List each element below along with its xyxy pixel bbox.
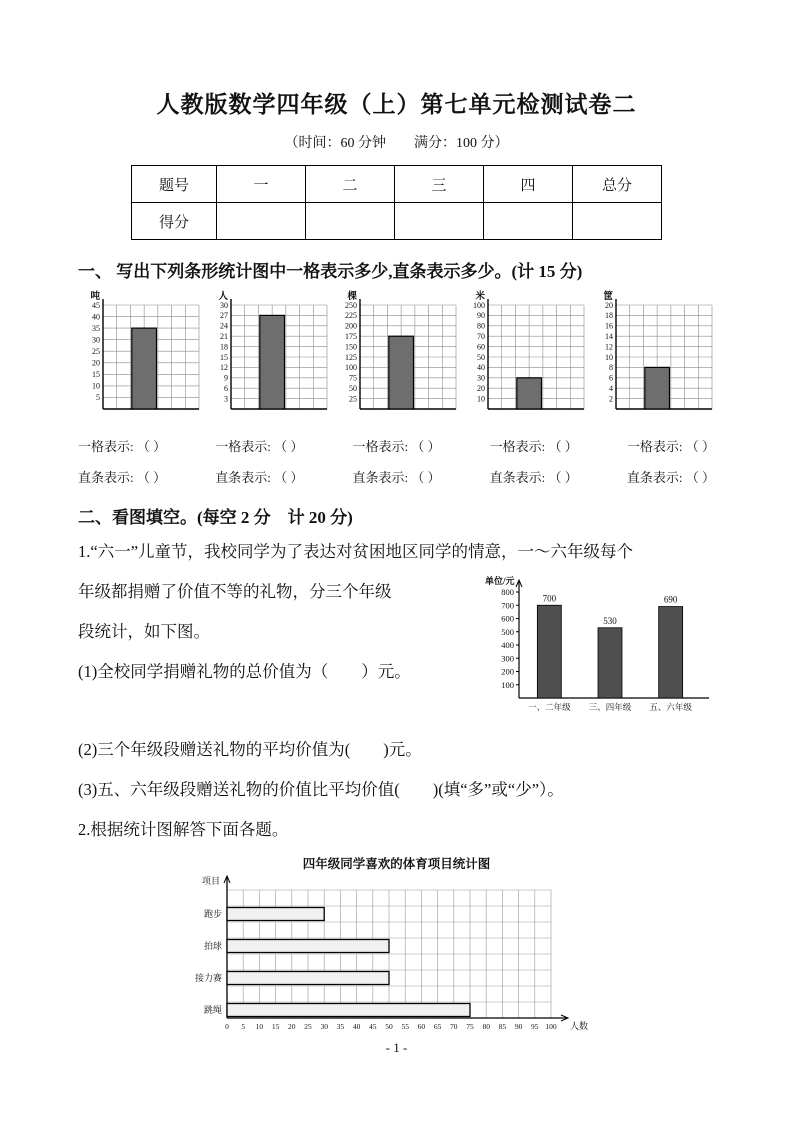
svg-text:40: 40 xyxy=(476,363,485,373)
section1-heading: 一、 写出下列条形统计图中一格表示多少,直条表示多少。(计 15 分) xyxy=(78,262,583,281)
donation-bar-chart xyxy=(483,574,715,730)
bar-chart-people xyxy=(206,290,330,424)
svg-text:五、六年级: 五、六年级 xyxy=(649,702,692,712)
bar-answer-5: 直条表示: （ ） xyxy=(626,470,715,485)
svg-text:9: 9 xyxy=(224,373,229,383)
svg-text:8: 8 xyxy=(609,363,613,373)
score-table xyxy=(131,165,662,240)
svg-text:人: 人 xyxy=(218,292,229,302)
score-cell-4 xyxy=(484,203,573,240)
svg-text:90: 90 xyxy=(514,1022,522,1031)
svg-text:60: 60 xyxy=(476,342,485,352)
question-2-heading: 2.根据统计图解答下面各题。 xyxy=(78,820,289,839)
q1-subquestion-2: (2)三个年级段赠送礼物的平均价值为( )元。 xyxy=(78,740,422,759)
svg-text:800: 800 xyxy=(501,587,514,597)
q1-subquestion-1: (1)全校同学捐赠礼物的总价值为（ ）元。 xyxy=(78,662,411,681)
score-cell-3 xyxy=(395,203,484,240)
q1-line-1: 1.“六一”儿童节，我校同学为了表达对贫困地区同学的情意，一～六年级每个 xyxy=(78,542,634,561)
svg-text:15: 15 xyxy=(92,370,100,380)
svg-text:跑步: 跑步 xyxy=(203,909,222,919)
svg-text:10: 10 xyxy=(255,1022,263,1031)
score-cell-2 xyxy=(306,203,395,240)
svg-text:30: 30 xyxy=(319,1022,328,1031)
svg-text:90: 90 xyxy=(476,311,485,321)
svg-text:三、四年级: 三、四年级 xyxy=(588,702,632,712)
svg-text:85: 85 xyxy=(498,1022,506,1031)
one-cell-answer-1: 一格表示: （ ） xyxy=(78,439,167,454)
one-cell-answer-3: 一格表示: （ ） xyxy=(352,439,441,454)
svg-text:3: 3 xyxy=(224,394,229,404)
svg-text:15: 15 xyxy=(220,352,229,362)
question-1 xyxy=(78,532,715,810)
svg-text:175: 175 xyxy=(344,332,357,341)
svg-text:12: 12 xyxy=(220,363,229,373)
bar-chart-trees xyxy=(335,290,459,424)
svg-text:300: 300 xyxy=(501,653,514,664)
svg-text:600: 600 xyxy=(501,613,514,624)
svg-text:20: 20 xyxy=(605,300,613,310)
score-table-col-3: 三 xyxy=(395,166,484,203)
svg-text:5: 5 xyxy=(96,393,100,403)
score-table-col-total: 总分 xyxy=(573,166,662,203)
svg-text:30: 30 xyxy=(476,373,485,383)
svg-text:单位/元: 单位/元 xyxy=(485,576,515,586)
bar-answer-1: 直条表示: （ ） xyxy=(78,470,167,485)
svg-text:35: 35 xyxy=(92,323,100,333)
svg-text:20: 20 xyxy=(92,358,100,368)
svg-text:80: 80 xyxy=(476,321,485,331)
svg-text:50: 50 xyxy=(348,384,357,393)
one-cell-answer-row xyxy=(78,436,715,455)
svg-text:125: 125 xyxy=(344,352,357,362)
page-subtitle: （时间：60 分钟 满分：100 分） xyxy=(284,136,509,151)
svg-text:筐: 筐 xyxy=(603,292,613,302)
svg-text:10: 10 xyxy=(605,352,613,362)
score-table-label-score: 得分 xyxy=(132,203,217,240)
one-cell-answer-2: 一格表示: （ ） xyxy=(215,439,304,454)
svg-text:跳绳: 跳绳 xyxy=(203,1005,222,1015)
svg-text:接力赛: 接力赛 xyxy=(194,973,222,983)
svg-text:100: 100 xyxy=(544,1022,557,1031)
svg-text:25: 25 xyxy=(303,1022,312,1031)
svg-text:人数: 人数 xyxy=(569,1021,588,1031)
svg-text:40: 40 xyxy=(92,312,100,322)
score-table-col-4: 四 xyxy=(484,166,573,203)
svg-text:75: 75 xyxy=(348,373,357,383)
svg-text:6: 6 xyxy=(609,373,613,383)
svg-text:项目: 项目 xyxy=(201,876,220,886)
q1-subquestion-3: (3)五、六年级段赠送礼物的价值比平均价值( )(填“多”或“少”）。 xyxy=(78,780,564,799)
score-table-col-1: 一 xyxy=(217,166,306,203)
score-table-col-2: 二 xyxy=(306,166,395,203)
svg-text:100: 100 xyxy=(472,300,485,310)
svg-text:60: 60 xyxy=(417,1022,425,1031)
q1-line-3: 段统计，如下图。 xyxy=(78,622,210,641)
svg-text:700: 700 xyxy=(542,593,557,604)
svg-text:95: 95 xyxy=(530,1022,539,1031)
svg-text:530: 530 xyxy=(603,615,617,626)
score-cell-1 xyxy=(217,203,306,240)
svg-text:30: 30 xyxy=(92,335,100,345)
svg-text:700: 700 xyxy=(501,600,514,611)
sports-horizontal-bar-chart xyxy=(179,872,615,1047)
svg-text:18: 18 xyxy=(220,342,229,352)
page-number: - 1 - xyxy=(385,1040,408,1055)
svg-text:2: 2 xyxy=(609,394,613,404)
svg-text:200: 200 xyxy=(501,666,514,677)
svg-text:200: 200 xyxy=(344,321,357,331)
svg-text:15: 15 xyxy=(271,1022,279,1031)
score-cell-total xyxy=(573,203,662,240)
svg-text:45: 45 xyxy=(368,1022,377,1031)
svg-text:55: 55 xyxy=(400,1022,409,1031)
q1-text-and-chart xyxy=(78,572,715,730)
svg-text:10: 10 xyxy=(92,381,100,391)
score-table-score-row xyxy=(132,203,662,240)
svg-text:0: 0 xyxy=(224,1022,229,1031)
svg-text:40: 40 xyxy=(352,1022,360,1031)
one-cell-answer-4: 一格表示: （ ） xyxy=(489,439,578,454)
bar-chart-tons xyxy=(78,290,202,424)
score-table-header-row xyxy=(132,166,662,203)
svg-text:4: 4 xyxy=(609,384,613,393)
section2-heading: 二、看图填空。(每空 2 分 计 20 分) xyxy=(78,508,353,527)
svg-text:5: 5 xyxy=(240,1022,245,1031)
svg-text:吨: 吨 xyxy=(90,292,100,302)
bar-answer-row xyxy=(78,467,715,486)
svg-text:20: 20 xyxy=(476,384,485,393)
svg-text:16: 16 xyxy=(605,321,613,331)
svg-text:500: 500 xyxy=(501,626,514,637)
one-cell-answer-5: 一格表示: （ ） xyxy=(626,439,715,454)
svg-text:225: 225 xyxy=(344,311,357,321)
svg-text:米: 米 xyxy=(475,292,485,302)
svg-text:45: 45 xyxy=(92,300,100,310)
page-title: 人教版数学四年级（上）第七单元检测试卷二 xyxy=(156,92,637,117)
svg-text:70: 70 xyxy=(476,332,485,341)
svg-text:150: 150 xyxy=(344,342,357,352)
svg-text:100: 100 xyxy=(344,363,357,373)
svg-text:21: 21 xyxy=(220,332,229,341)
svg-text:10: 10 xyxy=(476,394,485,404)
svg-text:拍球: 拍球 xyxy=(203,941,222,951)
svg-text:25: 25 xyxy=(348,394,357,404)
bar-chart-meters xyxy=(463,290,587,424)
svg-text:35: 35 xyxy=(336,1022,344,1031)
svg-text:14: 14 xyxy=(605,332,613,341)
svg-text:6: 6 xyxy=(224,384,229,393)
svg-text:25: 25 xyxy=(92,347,100,357)
q2-chart-title: 四年级同学喜欢的体育项目统计图 xyxy=(302,857,491,871)
svg-text:400: 400 xyxy=(501,640,514,650)
svg-text:18: 18 xyxy=(605,311,613,321)
score-table-label-question: 题号 xyxy=(132,166,217,203)
q1-line-2: 年级都捐赠了价值不等的礼物，分三个年级 xyxy=(78,582,392,601)
svg-text:50: 50 xyxy=(476,352,485,362)
svg-text:80: 80 xyxy=(481,1022,490,1031)
svg-text:20: 20 xyxy=(287,1022,296,1031)
mini-charts-row xyxy=(78,290,715,424)
svg-text:250: 250 xyxy=(344,300,357,310)
svg-text:70: 70 xyxy=(449,1022,458,1031)
bar-answer-4: 直条表示: （ ） xyxy=(489,470,578,485)
q1-text-column xyxy=(78,572,483,692)
svg-text:27: 27 xyxy=(220,311,229,321)
svg-text:30: 30 xyxy=(220,300,229,310)
svg-text:65: 65 xyxy=(433,1022,441,1031)
bar-answer-2: 直条表示: （ ） xyxy=(215,470,304,485)
bar-answer-3: 直条表示: （ ） xyxy=(352,470,441,485)
bar-chart-baskets xyxy=(591,290,715,424)
svg-text:100: 100 xyxy=(501,679,514,690)
svg-text:一、二年级: 一、二年级 xyxy=(528,702,571,712)
svg-text:24: 24 xyxy=(220,321,229,331)
svg-text:690: 690 xyxy=(663,594,678,605)
svg-text:棵: 棵 xyxy=(346,292,357,302)
svg-text:50: 50 xyxy=(384,1022,393,1031)
svg-text:75: 75 xyxy=(465,1022,474,1031)
svg-text:12: 12 xyxy=(605,342,613,352)
